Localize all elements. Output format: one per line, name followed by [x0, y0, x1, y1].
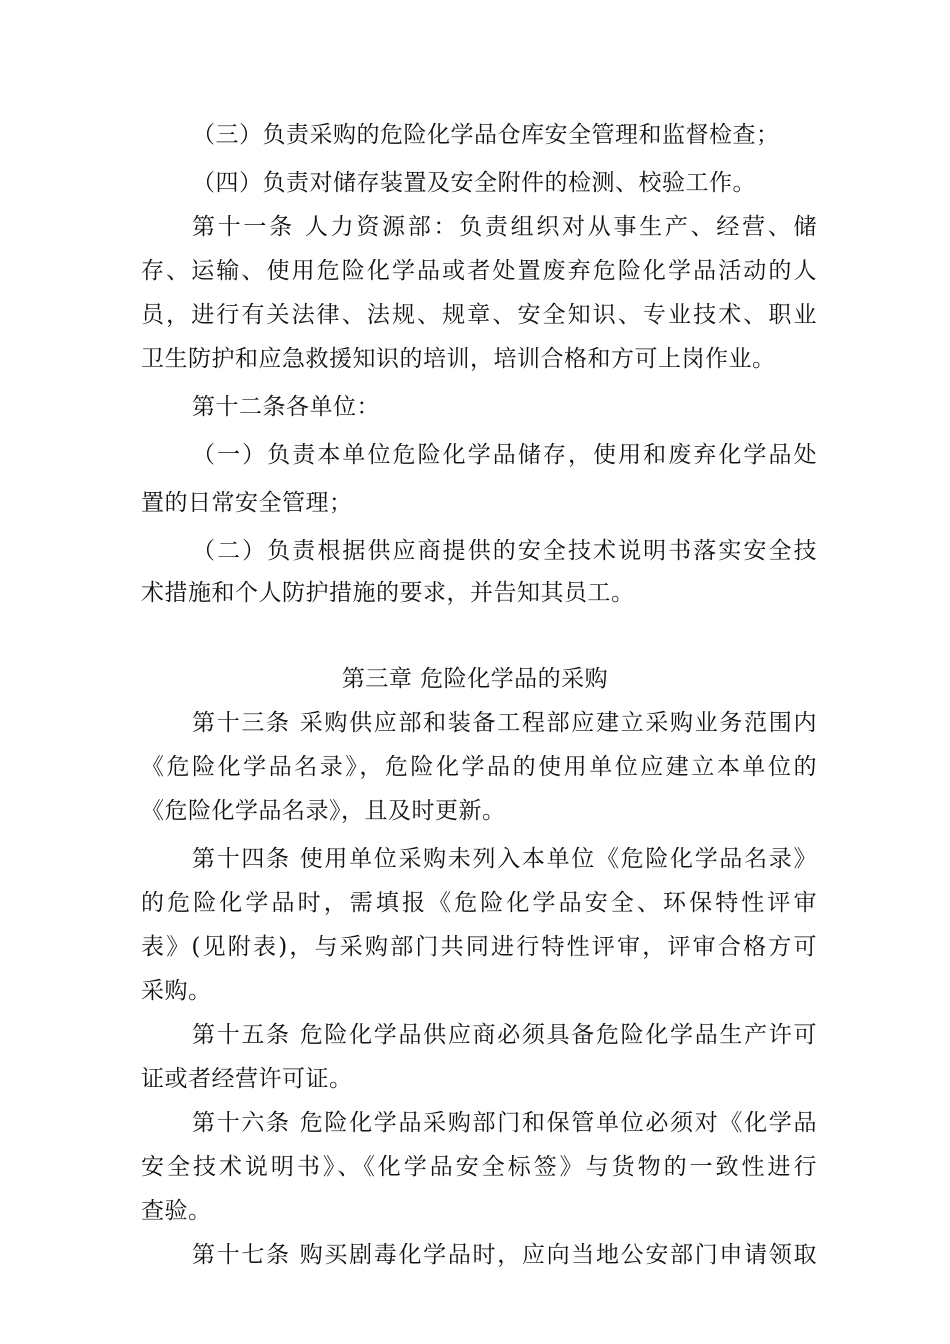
paragraph-line: 存、运输、使用危险化学品或者处置废弃危险化学品活动的人 — [141, 258, 817, 284]
paragraph-line: 置的日常安全管理； — [141, 490, 353, 516]
paragraph-line: 《危险化学品名录》，危险化学品的使用单位应建立本单位的 — [141, 754, 817, 780]
paragraph-line: 查验。 — [141, 1198, 212, 1224]
article-15-heading-line: 第十五条 危险化学品供应商必须具备危险化学品生产许可 — [192, 1022, 817, 1048]
paragraph-line: （二）负责根据供应商提供的安全技术说明书落实安全技 — [192, 538, 817, 564]
chapter-title: 第三章 危险化学品的采购 — [341, 666, 609, 692]
paragraph-line: 员，进行有关法律、法规、规章、安全知识、专业技术、职业 — [141, 302, 817, 328]
paragraph-line: 卫生防护和应急救援知识的培训，培训合格和方可上岗作业。 — [141, 346, 776, 372]
article-14-heading-line: 第十四条 使用单位采购未列入本单位《危险化学品名录》 — [192, 846, 817, 872]
paragraph-line: 采购。 — [141, 978, 212, 1004]
article-13-heading-line: 第十三条 采购供应部和装备工程部应建立采购业务范围内 — [192, 710, 817, 736]
paragraph-line: 术措施和个人防护措施的要求，并告知其员工。 — [141, 580, 635, 606]
article-11-heading-line: 第十一条 人力资源部：负责组织对从事生产、经营、储 — [192, 214, 817, 240]
paragraph-line: 表》(见附表)，与采购部门共同进行特性评审，评审合格方可 — [141, 934, 817, 960]
paragraph-line: （三）负责采购的危险化学品仓库安全管理和监督检查； — [192, 122, 780, 148]
paragraph-line: （一）负责本单位危险化学品储存，使用和废弃化学品处 — [192, 442, 817, 468]
article-17-heading-line: 第十七条 购买剧毒化学品时，应向当地公安部门申请领取 — [192, 1242, 817, 1268]
paragraph-line: （四）负责对储存装置及安全附件的检测、校验工作。 — [192, 170, 756, 196]
paragraph-line: 证或者经营许可证。 — [141, 1066, 353, 1092]
article-12-heading-line: 第十二条各单位： — [192, 394, 380, 420]
article-16-heading-line: 第十六条 危险化学品采购部门和保管单位必须对《化学品 — [192, 1110, 817, 1136]
paragraph-line: 的危险化学品时，需填报《危险化学品安全、环保特性评审 — [141, 890, 817, 916]
paragraph-line: 安全技术说明书》、《化学品安全标签》与货物的一致性进行 — [141, 1154, 817, 1180]
paragraph-line: 《危险化学品名录》，且及时更新。 — [141, 798, 506, 824]
